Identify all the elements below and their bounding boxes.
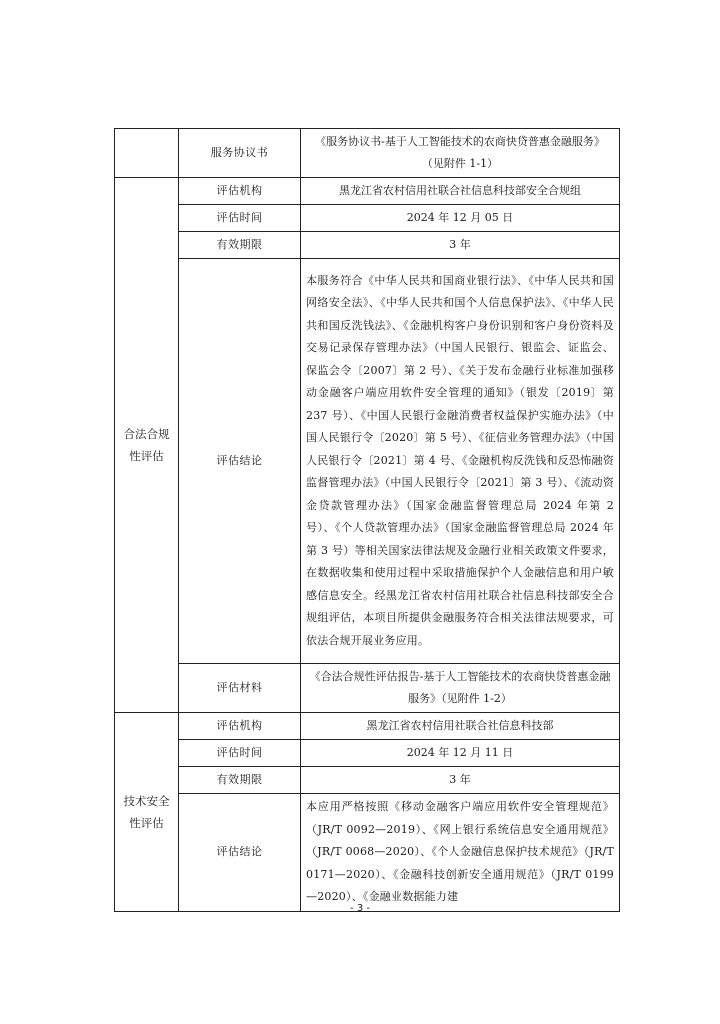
compliance-time-label: 评估时间 — [179, 205, 301, 232]
tech-time-value: 2024 年 12 月 11 日 — [301, 740, 620, 767]
table-row-compliance-validity — [115, 232, 620, 259]
tech-time-label: 评估时间 — [179, 740, 301, 767]
service-agreement-label: 服务协议书 — [179, 129, 301, 178]
tech-conclusion-value: 本应用严格按照《移动金融客户端应用软件安全管理规范》（JR/T 0092—2019）、《网上银行系统信息安全通用规范》（JR/T 0068—2020）、《个人金融信息保护技术规范》（JR/T 0171—2020）、《金融科技创新安全通用规范》（JR/T 0199—2020）、《金融业数据能力建 — [301, 794, 620, 912]
table-row-compliance-material — [115, 664, 620, 713]
table-row-compliance-conclusion — [115, 259, 620, 664]
service-agreement-value: 《服务协议书-基于人工智能技术的农商快贷普惠金融服务》（见附件 1-1） — [301, 129, 620, 178]
table-row-tech-org — [115, 713, 620, 740]
compliance-conclusion-value: 本服务符合《中华人民共和国商业银行法》、《中华人民共和国网络安全法》、《中华人民共和国个人信息保护法》、《中华人民共和国反洗钱法》、《金融机构客户身份识别和客户身份资料及交易记录保存管理办法》（中国人民银行、银监会、证监会、保监会令〔2007〕第 2 号）、《关于发布金融行业标准加强移动金融客户端应用软件安全管理的通知》（银发〔2019〕第 237 号）、《中国人民银行金融消费者权益保护实施办法》（中国人民银行令〔2020〕第 5 号）、《征信业务管理办法》（中国人民银行令〔2021〕第 4 号、《金融机构反洗钱和反恐怖融资监督管理办法》（中国人民银行令〔2021〕第 3 号）、《流动资金贷款管理办法》（国家金融监督管理总局 2024 年第 2 号）、《个人贷款管理办法》（国家金融监督管理总局 2024 年第 3 号）等相关国家法律法规及金融行业相关政策文件要求，在数据收集和使用过程中采取措施保护个人金融信息和用户敏感信息安全。经黑龙江省农村信用社联合社信息科技部安全合规组评估，本项目所提供金融服务符合相关法律法规要求，可依法合规开展业务应用。 — [301, 259, 620, 664]
compliance-org-label: 评估机构 — [179, 178, 301, 205]
table-row-tech-conclusion — [115, 794, 620, 912]
page-number: - 3 - — [350, 903, 370, 914]
tech-org-label: 评估机构 — [179, 713, 301, 740]
tech-validity-value: 3 年 — [301, 767, 620, 794]
compliance-validity-label: 有效期限 — [179, 232, 301, 259]
tech-org-value: 黑龙江省农村信用社联合社信息科技部 — [301, 713, 620, 740]
compliance-material-value: 《合法合规性评估报告-基于人工智能技术的农商快贷普惠金融服务》（见附件 1-2） — [301, 664, 620, 713]
table-row-service-agreement — [115, 129, 620, 178]
table-row-tech-time — [115, 740, 620, 767]
tech-validity-label: 有效期限 — [179, 767, 301, 794]
table-row-compliance-time — [115, 205, 620, 232]
compliance-org-value: 黑龙江省农村信用社联合社信息科技部安全合规组 — [301, 178, 620, 205]
tech-conclusion-label: 评估结论 — [179, 794, 301, 912]
compliance-time-value: 2024 年 12 月 05 日 — [301, 205, 620, 232]
compliance-validity-value: 3 年 — [301, 232, 620, 259]
table-row-tech-validity — [115, 767, 620, 794]
table-row-compliance-org — [115, 178, 620, 205]
compliance-group-label: 合法合规性评估 — [115, 178, 179, 713]
compliance-material-label: 评估材料 — [179, 664, 301, 713]
empty-group-cell — [115, 129, 179, 178]
assessment-table — [114, 128, 620, 912]
tech-security-group-label: 技术安全性评估 — [115, 713, 179, 912]
compliance-conclusion-label: 评估结论 — [179, 259, 301, 664]
